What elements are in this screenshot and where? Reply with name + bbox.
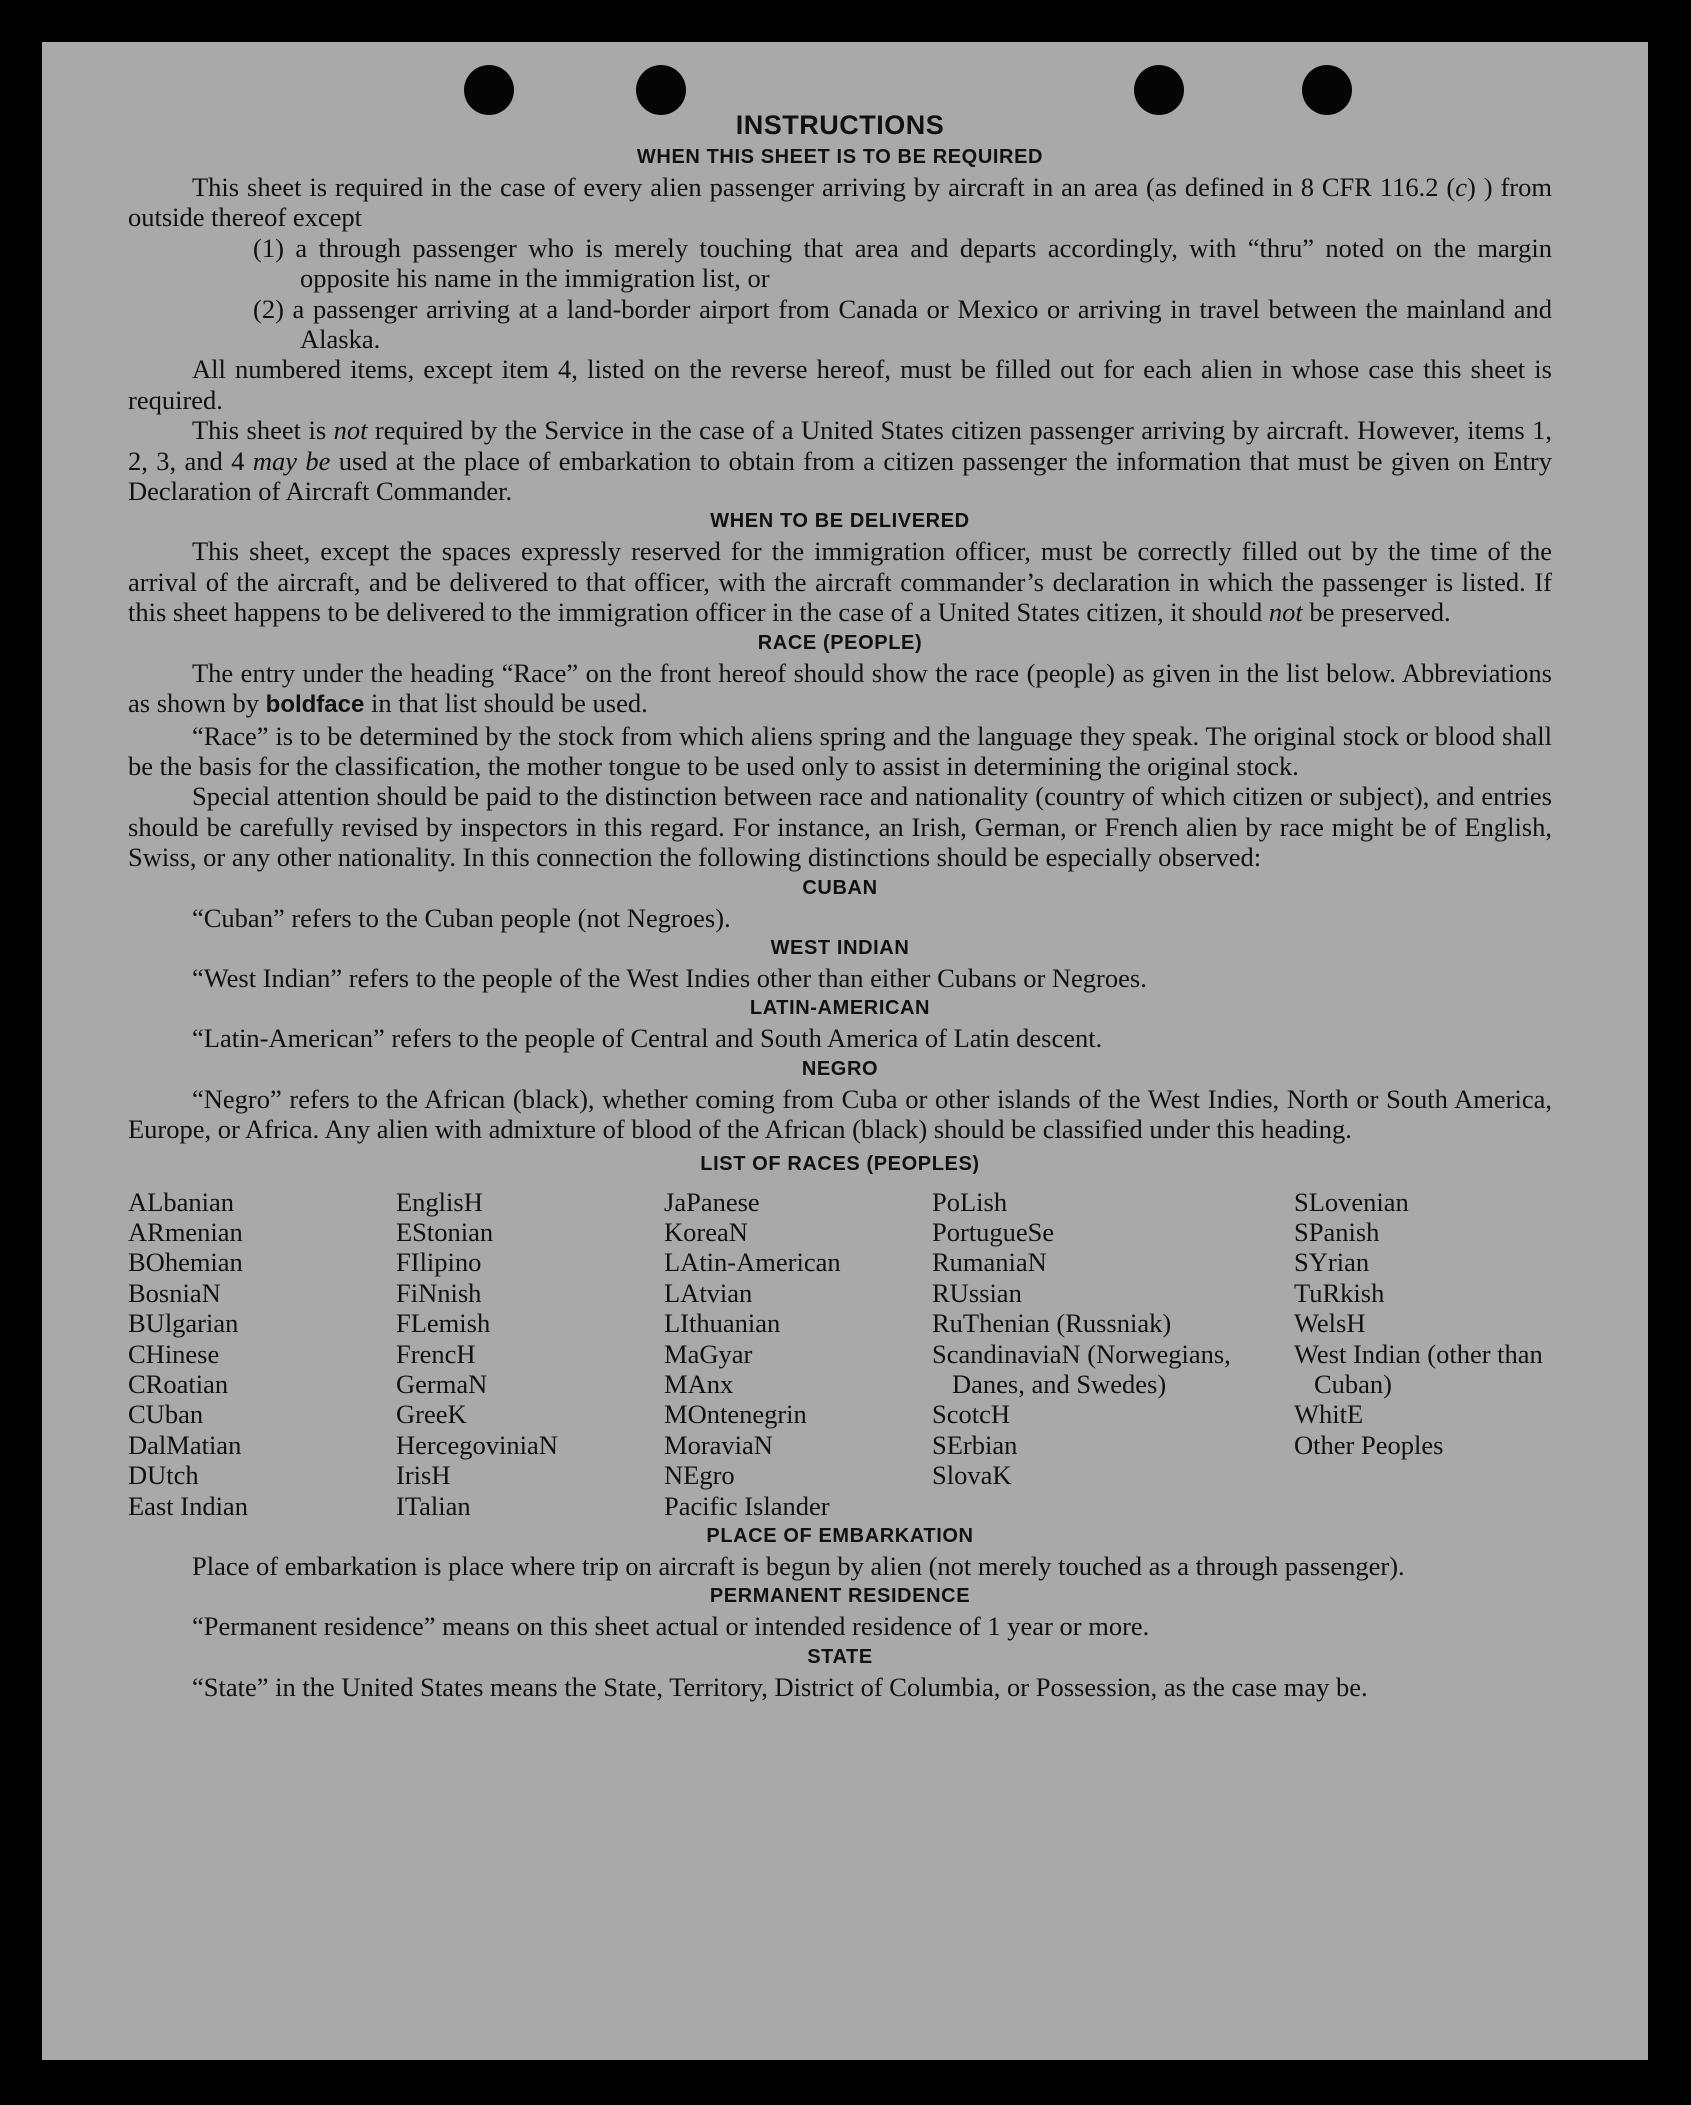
para-state: “State” in the United States means the State, Territory, District of Columbia, or Possession, as the case may be. [192, 1671, 1368, 1702]
page-title: INSTRUCTIONS [735, 110, 945, 140]
race-entry: CUban [128, 1399, 204, 1430]
race-entry: ARmenian [128, 1216, 243, 1247]
race-entry: JaPanese [664, 1186, 760, 1217]
document-sheet [42, 42, 1648, 2060]
para-latin-american: “Latin-American” refers to the people of Central and South America of Latin descent. [192, 1023, 1103, 1054]
race-entry: WelsH [1294, 1308, 1366, 1339]
race-entry: Other Peoples [1294, 1429, 1444, 1460]
race-entry: EnglisH [396, 1186, 483, 1217]
para-cuban: “Cuban” refers to the Cuban people (not Negroes). [192, 902, 731, 933]
race-entry: LAtvian [664, 1277, 753, 1308]
para-residence: “Permanent residence” means on this sheet actual or intended residence of 1 year or more. [192, 1611, 1150, 1642]
race-entry: Pacific Islander [664, 1490, 830, 1521]
race-entry: KoreaN [664, 1216, 748, 1247]
race-column [932, 1187, 1294, 1521]
para-race-3: Special attention should be paid to the distinction between race and nationality (country of which citizen or subject), and entries should be carefully revised by inspectors in this regard. For instance, an Irish, German, or French alien by race might be of English, Swiss, or any other nationality. In this connection the following distinctions should be especially observed: [128, 781, 1552, 873]
race-entry: GermaN [396, 1369, 488, 1399]
race-entry: FiNnish [396, 1277, 482, 1308]
heading-embarkation: PLACE OF EMBARKATION [706, 1525, 974, 1548]
para-delivered: This sheet, except the spaces expressly reserved for the immigration officer, must be correctly filled out by the time of the arrival of the aircraft, and be delivered to that officer, with the aircraft commander’s declaration in which the passenger is listed. If this sheet happens to be delivered to the immigration officer in the case of a United States citizen, it should not be preserved. [128, 536, 1552, 628]
race-entry: ScotcH [932, 1399, 1011, 1430]
race-entry: DalMatian [128, 1429, 242, 1460]
instructions-body [128, 108, 1552, 1702]
race-entry: PoLish [932, 1186, 1008, 1217]
para-required: This sheet is required in the case of every alien passenger arriving by aircraft in an area (as defined in 8 CFR 116.2 (c) ) from outside thereof except [128, 172, 1552, 233]
heading-when-required: WHEN THIS SHEET IS TO BE REQUIRED [636, 146, 1044, 168]
race-entry: West Indian (other than Cuban) [1294, 1338, 1543, 1399]
race-entry: SLovenian [1294, 1186, 1409, 1217]
race-entry: RUssian [932, 1277, 1022, 1308]
para-race-1: The entry under the heading “Race” on the front hereof should show the race (people) as given in the list below. Abbreviations as shown by boldface in that list should be used. [128, 657, 1552, 719]
race-entry: FLemish [396, 1308, 491, 1339]
race-entry: CRoatian [128, 1369, 229, 1399]
para-numbered-items: All numbered items, except item 4, listed on the reverse hereof, must be filled out for each alien in whose case this sheet is required. [128, 354, 1552, 415]
race-entry: SErbian [932, 1429, 1018, 1460]
race-entry: SlovaK [932, 1460, 1012, 1491]
heading-cuban: CUBAN [802, 876, 878, 899]
para-embarkation: Place of embarkation is place where trip on aircraft is begun by alien (not merely touched as a through passenger). [192, 1551, 1405, 1582]
para-negro: “Negro” refers to the African (black), whether coming from Cuba or other islands of the West Indies, North or South America, Europe, or Africa. Any alien with admixture of blood of the African (black) should be classified under this heading. [128, 1083, 1552, 1145]
race-column [128, 1187, 396, 1521]
race-entry: BOhemian [128, 1247, 243, 1278]
race-entry: MaGyar [664, 1338, 753, 1369]
race-list [128, 1187, 1552, 1521]
race-entry: GreeK [396, 1399, 467, 1430]
heading-race: RACE (PEOPLE) [757, 631, 923, 654]
heading-negro: NEGRO [801, 1057, 879, 1080]
heading-residence: PERMANENT RESIDENCE [709, 1585, 971, 1608]
race-entry: RuThenian (Russniak) [932, 1308, 1172, 1339]
race-entry: LAtin-American [664, 1247, 841, 1278]
race-entry: EStonian [396, 1216, 494, 1247]
race-entry: RumaniaN [932, 1247, 1047, 1278]
heading-list-of-races: LIST OF RACES (PEOPLES) [700, 1152, 980, 1175]
race-entry: TuRkish [1294, 1277, 1385, 1308]
heading-state: STATE [807, 1645, 873, 1668]
race-entry: FrencH [396, 1338, 476, 1369]
para-race-2: “Race” is to be determined by the stock from which aliens spring and the language they speak. The original stock or blood shall be the basis for the classification, the mother tongue to be used only to assist in determining the original stock. [128, 720, 1552, 781]
race-column [1294, 1187, 1552, 1521]
race-entry: NEgro [664, 1460, 735, 1491]
race-entry: ITalian [396, 1490, 471, 1521]
race-entry: FIlipino [396, 1247, 482, 1278]
exception-item-1: (1) a through passenger who is merely touching that area and departs accordingly, with “thru” noted on the margin opposite his name in the immigration list, or [253, 232, 1552, 294]
race-column [664, 1187, 932, 1521]
race-entry: MOntenegrin [664, 1399, 807, 1430]
para-citizen: This sheet is not required by the Service in the case of a United States citizen passenger arriving by aircraft. However, items 1, 2, 3, and 4 may be used at the place of embarkation to obtain from a citizen passenger the information that must be given on Entry Declaration of Aircraft Commander. [128, 415, 1552, 507]
race-entry: SPanish [1294, 1216, 1380, 1247]
race-entry: CHinese [128, 1338, 220, 1369]
heading-west-indian: WEST INDIAN [770, 936, 910, 959]
race-entry: HercegoviniaN [396, 1429, 558, 1460]
race-column [396, 1187, 664, 1521]
race-entry: MoraviaN [664, 1429, 773, 1460]
race-entry: SYrian [1294, 1247, 1370, 1278]
race-entry: LIthuanian [664, 1308, 781, 1339]
exception-item-2: (2) a passenger arriving at a land-border airport from Canada or Mexico or arriving in travel between the mainland and Alaska. [253, 293, 1552, 355]
heading-when-delivered: WHEN TO BE DELIVERED [710, 510, 970, 533]
race-entry: MAnx [664, 1369, 734, 1399]
heading-latin-american: LATIN-AMERICAN [749, 997, 931, 1020]
race-entry: BUlgarian [128, 1308, 239, 1339]
race-entry: PortugueSe [932, 1216, 1055, 1247]
race-entry: BosniaN [128, 1277, 221, 1308]
race-entry: ScandinaviaN (Norwegians, Danes, and Swedes) [932, 1338, 1231, 1399]
race-entry: East Indian [128, 1490, 248, 1521]
race-entry: ALbanian [128, 1186, 234, 1217]
race-entry: DUtch [128, 1460, 199, 1491]
race-entry: IrisH [396, 1460, 451, 1491]
race-entry: WhitE [1294, 1399, 1364, 1430]
para-west-indian: “West Indian” refers to the people of the West Indies other than either Cubans or Negroes. [192, 962, 1147, 993]
